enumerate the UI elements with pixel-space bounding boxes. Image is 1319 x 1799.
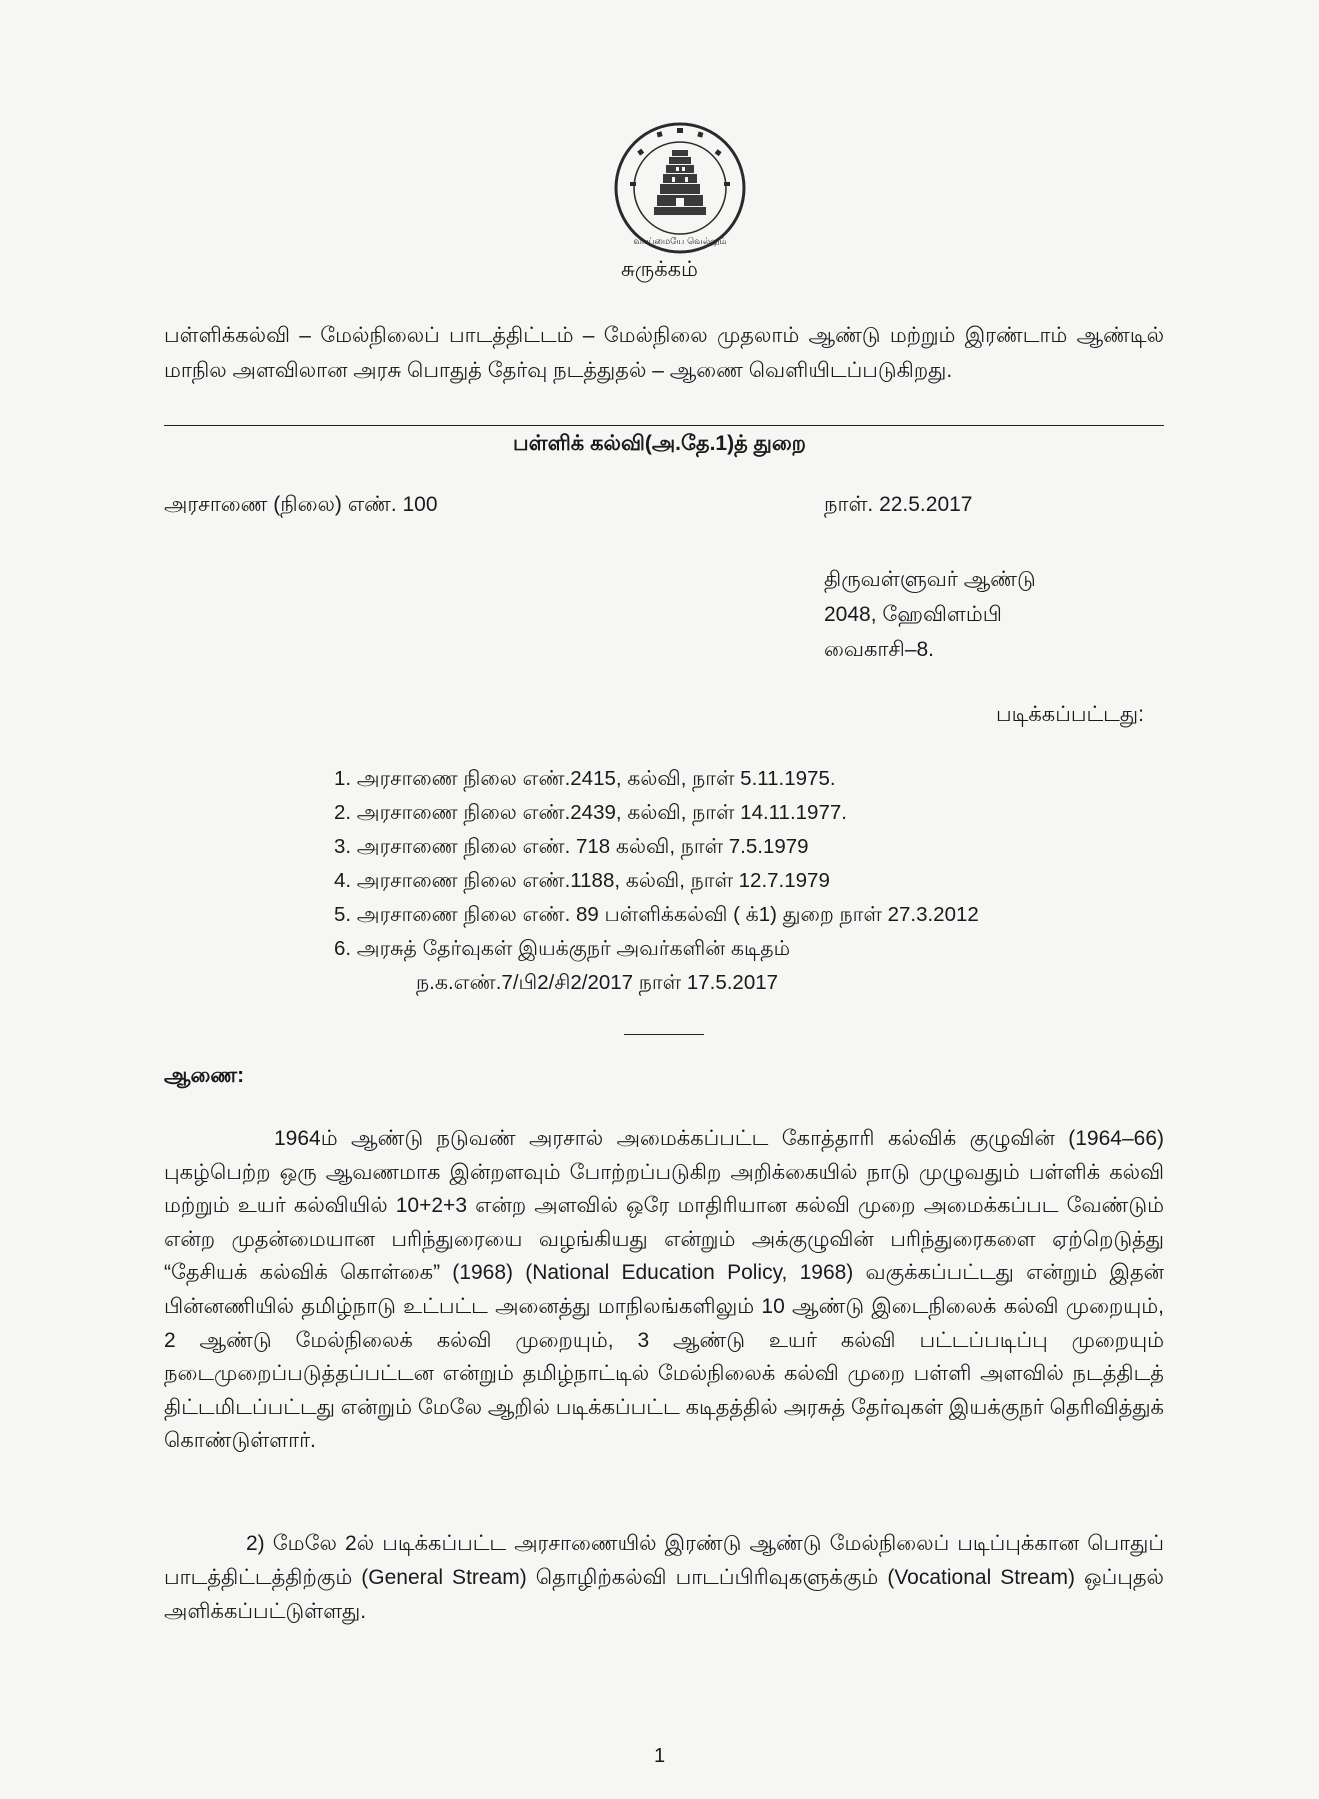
reference-item: 2. அரசாணை நிலை எண்.2439, கல்வி, நாள் 14.11.1977. — [334, 801, 847, 824]
emblem-motto: வாய்மையே வெல்லும் — [633, 237, 727, 247]
reference-item-continuation: ந.க.எண்.7/பி2/சி2/2017 நாள் 17.5.2017 — [416, 971, 779, 994]
tamil-calendar-date — [824, 562, 1036, 667]
reference-item: 6. அரசுத் தேர்வுகள் இயக்குநர் அவர்களின் கடிதம் — [334, 937, 791, 960]
references-list — [334, 762, 979, 1000]
state-emblem-icon — [612, 120, 748, 256]
tamil-date-line: 2048, ஹேவிளம்பி — [824, 603, 1002, 626]
separator-line — [624, 1034, 704, 1035]
order-paragraph-2: 2) மேலே 2ல் படிக்கப்பட்ட அரசாணையில் இரண்டு ஆண்டு மேல்நிலைப் படிப்புக்கான பொதுப் பாடத்திட்டத்திற்கும் (General Stream) தொழிற்கல்வி பாடப்பிரிவுகளுக்கும் (Vocational Stream) ஒப்புதல் அளிக்கப்பட்டுள்ளது. — [164, 1532, 1164, 1623]
go-number: அரசாணை (நிலை) எண். 100 — [164, 493, 438, 516]
subject-text: பள்ளிக்கல்வி – மேல்நிலைப் பாடத்திட்டம் – மேல்நிலை முதலாம் ஆண்டு மற்றும் இரண்டாம் ஆண்டில் மாநில அளவிலான அரசு பொதுத் தேர்வு நடத்துதல் – ஆணை வெளியிடப்படுகிறது. — [164, 324, 1164, 382]
tamil-date-line: திருவள்ளுவர் ஆண்டு — [824, 568, 1036, 591]
reference-item: 1. அரசாணை நிலை எண்.2415, கல்வி, நாள் 5.11.1975. — [334, 767, 836, 790]
divider — [164, 425, 1164, 426]
order-paragraph-1: 1964ம் ஆண்டு நடுவண் அரசால் அமைக்கப்பட்ட கோத்தாரி கல்விக் குழுவின் (1964–66) புகழ்பெற்ற ஒரு ஆவணமாக இன்றளவும் போற்றப்படுகிற அறிக்கையில் நாடு முழுவதும் பள்ளிக் கல்வி மற்றும் உயர் கல்வியில் 10+2+3 என்ற அளவில் ஒரே மாதிரியான கல்வி முறை அமைக்கப்பட வேண்டும் என்ற முதன்மையான பரிந்துரையை வழங்கியது என்றும் அக்குழுவின் பரிந்துரைகளை ஏற்றெடுத்து “தேசியக் கல்விக் கொள்கை” (1968) (National Education Policy, 1968) வகுக்கப்பட்டது என்றும் இதன் பின்னணியில் தமிழ்நாடு உட்பட்ட அனைத்து மாநிலங்களிலும் 10 ஆண்டு இடைநிலைக் கல்வி முறையும், 2 ஆண்டு மேல்நிலைக் கல்வி முறையும், 3 ஆண்டு உயர் கல்வி பட்டப்படிப்பு முறையும் நடைமுறைப்படுத்தப்பட்டன என்றும் தமிழ்நாட்டில் மேல்நிலைக் கல்வி முறை பள்ளி அளவில் நடத்திடத் திட்டமிடப்பட்டது என்றும் மேலே ஆறில் படிக்கப்பட்ட கடிதத்தில் அரசுத் தேர்வுகள் இயக்குநர் தெரிவித்துக் கொண்டுள்ளார். — [164, 1127, 1164, 1453]
reference-item: 4. அரசாணை நிலை எண்.1188, கல்வி, நாள் 12.7.1979 — [334, 869, 830, 892]
order-heading: ஆணை: — [164, 1064, 245, 1087]
page-number: 1 — [653, 1745, 666, 1767]
tamil-date-line: வைகாசி–8. — [824, 638, 935, 661]
go-date: நாள். 22.5.2017 — [824, 493, 973, 516]
reference-item: 3. அரசாணை நிலை எண். 718 கல்வி, நாள் 7.5.1979 — [334, 835, 809, 858]
reference-item: 5. அரசாணை நிலை எண். 89 பள்ளிக்கல்வி ( க்1) துறை நாள் 27.3.2012 — [334, 903, 979, 926]
read-label: படிக்கப்பட்டது: — [996, 703, 1144, 726]
department-name: பள்ளிக் கல்வி(அ.தே.1)த் துறை — [513, 432, 806, 455]
document-title: சுருக்கம் — [621, 258, 698, 281]
